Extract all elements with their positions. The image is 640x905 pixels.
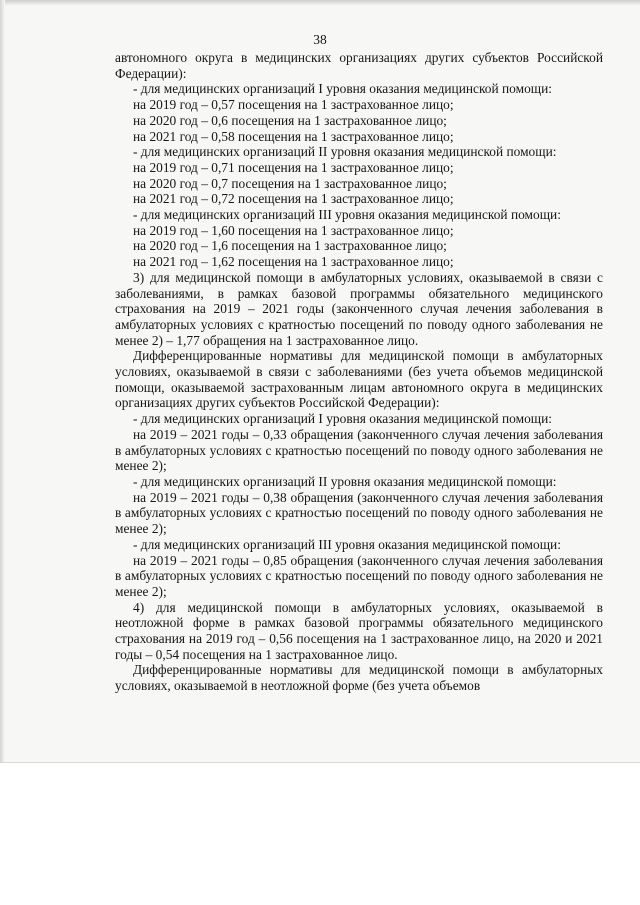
paragraph: 3) для медицинской помощи в амбулаторных условиях, оказываемой в связи с заболеваниями, в рамках базовой программы обязательного медицинского страхования на 2019 – 2021 годы (законченного случая лечения заболевания в амбулаторных условиях с кратностью посещений по поводу одного заболевания не менее 2) – 1,77 обращения на 1 застрахованное лицо. (115, 269, 603, 348)
list-item: - для медицинских организаций III уровня оказания медицинской помощи: (133, 536, 561, 552)
list-item: - для медицинских организаций I уровня оказания медицинской помощи: (133, 81, 552, 97)
blank-area (0, 763, 640, 905)
list-item: на 2019 год – 0,57 посещения на 1 застрахованное лицо; (133, 97, 454, 113)
list-item: - для медицинских организаций I уровня оказания медицинской помощи: (133, 411, 552, 427)
paragraph: Дифференцированные нормативы для медицинской помощи в амбулаторных условиях, оказываемой в связи с заболеваниями (без учета объемов медицинской помощи, оказываемой застрахованным лицам автономного округа в медицинских организациях других субъектов Российской Федерации): (115, 348, 603, 411)
scan-top-shadow (0, 0, 640, 6)
list-item: на 2020 год – 0,7 посещения на 1 застрахованное лицо; (133, 175, 447, 191)
paragraph: Дифференцированные нормативы для медицинской помощи в амбулаторных условиях, оказываемой в неотложной форме (без учета объемов (115, 662, 603, 694)
list-item: на 2019 – 2021 годы – 0,38 обращения (законченного случая лечения заболевания в амбулаторных условиях с кратностью посещений по поводу одного заболевания не менее 2); (115, 489, 603, 537)
list-item: на 2019 – 2021 годы – 0,33 обращения (законченного случая лечения заболевания в амбулаторных условиях с кратностью посещений по поводу одного заболевания не менее 2); (115, 426, 603, 474)
list-item: - для медицинских организаций II уровня оказания медицинской помощи: (133, 144, 557, 160)
paragraph: автономного округа в медицинских организациях других субъектов Российской Федерации): (115, 50, 603, 81)
list-item: - для медицинских организаций III уровня оказания медицинской помощи: (133, 207, 561, 223)
list-item: на 2019 – 2021 годы – 0,85 обращения (законченного случая лечения заболевания в амбулаторных условиях с кратностью посещений по поводу одного заболевания не менее 2); (115, 552, 603, 599)
document-body (115, 50, 603, 694)
list-item: на 2020 год – 1,6 посещения на 1 застрахованное лицо; (133, 238, 447, 254)
list-item: на 2021 год – 0,58 посещения на 1 застрахованное лицо; (133, 128, 454, 144)
list-item: на 2021 год – 1,62 посещения на 1 застрахованное лицо; (133, 254, 454, 270)
paragraph: 4) для медицинской помощи в амбулаторных условиях, оказываемой в неотложной форме в рамках базовой программы обязательного медицинского страхования на 2019 год – 0,56 посещения на 1 застрахованное лицо, на 2020 и 2021 годы – 0,54 посещения на 1 застрахованное лицо. (115, 599, 603, 662)
list-item: - для медицинских организаций II уровня оказания медицинской помощи: (133, 473, 557, 489)
page-number: 38 (313, 32, 327, 47)
scan-left-shadow (0, 0, 5, 762)
list-item: на 2019 год – 0,71 посещения на 1 застрахованное лицо; (133, 159, 454, 175)
list-item: на 2020 год – 0,6 посещения на 1 застрахованное лицо; (133, 112, 447, 128)
list-item: на 2019 год – 1,60 посещения на 1 застрахованное лицо; (133, 222, 454, 238)
list-item: на 2021 год – 0,72 посещения на 1 застрахованное лицо; (133, 191, 454, 207)
